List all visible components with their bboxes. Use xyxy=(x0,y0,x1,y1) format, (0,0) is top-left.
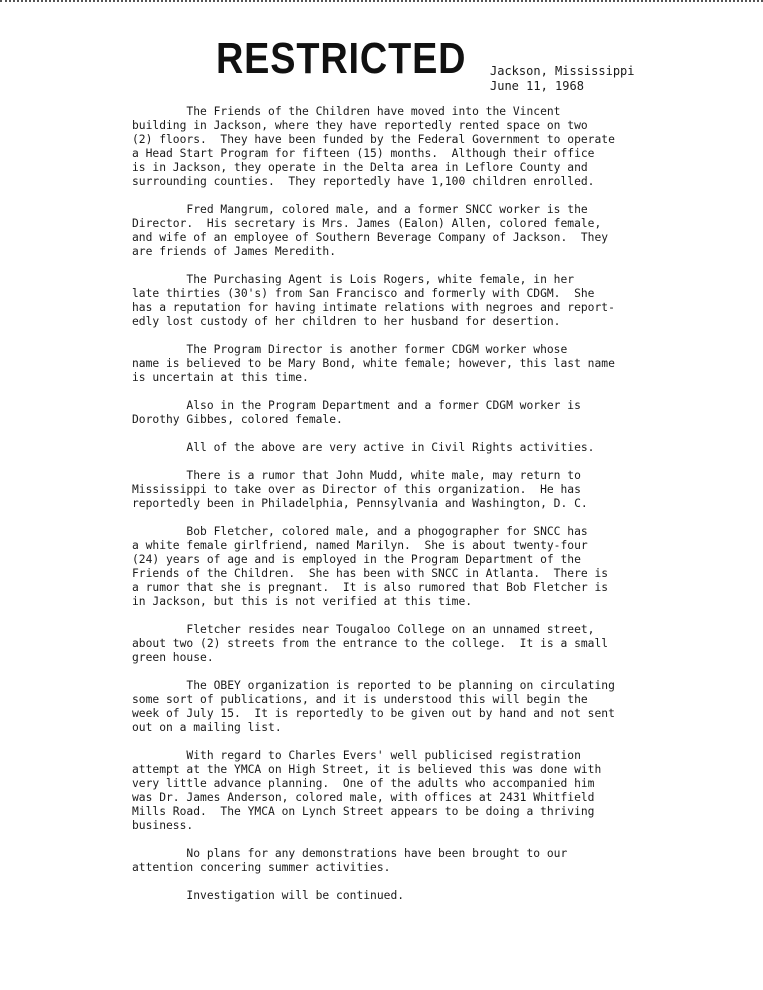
memo-paragraph xyxy=(132,847,652,875)
paragraph-line: Dorothy Gibbes, colored female. xyxy=(132,413,343,426)
paragraph-line: edly lost custody of her children to her husband for desertion. xyxy=(132,315,561,328)
paragraph-line: in Jackson, but this is not verified at this time. xyxy=(132,595,473,608)
paragraph-line: attempt at the YMCA on High Street, it is believed this was done with xyxy=(132,763,602,776)
memo-paragraph xyxy=(132,679,652,735)
memo-paragraph xyxy=(132,525,652,609)
paragraph-line: The Purchasing Agent is Lois Rogers, white female, in her xyxy=(132,273,575,286)
paragraph-line: Investigation will be continued. xyxy=(132,889,405,902)
paragraph-line: was Dr. James Anderson, colored male, with offices at 2431 Whitfield xyxy=(132,791,595,804)
date: June 11, 1968 xyxy=(490,79,584,93)
paragraph-line: about two (2) streets from the entrance to the college. It is a small xyxy=(132,637,609,650)
paragraph-line: There is a rumor that John Mudd, white male, may return to xyxy=(132,469,581,482)
paragraph-line: Fletcher resides near Tougaloo College on an unnamed street, xyxy=(132,623,595,636)
paragraph-line: The OBEY organization is reported to be planning on circulating xyxy=(132,679,615,692)
paragraph-line: attention concering summer activities. xyxy=(132,861,391,874)
paragraph-line: Mississippi to take over as Director of this organization. He has xyxy=(132,483,581,496)
paragraph-line: Also in the Program Department and a former CDGM worker is xyxy=(132,399,581,412)
paragraph-line: late thirties (30's) from San Francisco and formerly with CDGM. She xyxy=(132,287,595,300)
memo-paragraph xyxy=(132,749,652,833)
paragraph-line: All of the above are very active in Civil Rights activities. xyxy=(132,441,595,454)
paragraph-line: has a reputation for having intimate relations with negroes and report- xyxy=(132,301,615,314)
paragraph-line: business. xyxy=(132,819,194,832)
paragraph-line: name is believed to be Mary Bond, white female; however, this last name xyxy=(132,357,615,370)
paragraph-line: a rumor that she is pregnant. It is also rumored that Bob Fletcher is xyxy=(132,581,609,594)
paragraph-line: green house. xyxy=(132,651,214,664)
paragraph-line: a white female girlfriend, named Marilyn. She is about twenty-four xyxy=(132,539,588,552)
memo-paragraph xyxy=(132,623,652,665)
paragraph-line: surrounding counties. They reportedly have 1,100 children enrolled. xyxy=(132,175,595,188)
paragraph-line: are friends of James Meredith. xyxy=(132,245,337,258)
memo-paragraph xyxy=(132,469,652,511)
paragraph-line: very little advance planning. One of the adults who accompanied him xyxy=(132,777,595,790)
page-top-edge xyxy=(0,0,763,6)
memo-paragraph xyxy=(132,399,652,427)
memo-body xyxy=(132,105,652,917)
paragraph-line: is in Jackson, they operate in the Delta area in Leflore County and xyxy=(132,161,588,174)
dateline xyxy=(490,64,635,94)
paragraph-line: No plans for any demonstrations have been brought to our xyxy=(132,847,568,860)
paragraph-line: The Friends of the Children have moved into the Vincent xyxy=(132,105,561,118)
memo-paragraph xyxy=(132,273,652,329)
paragraph-line: week of July 15. It is reportedly to be given out by hand and not sent xyxy=(132,707,615,720)
memo-paragraph xyxy=(132,203,652,259)
paragraph-line: Bob Fletcher, colored male, and a phogographer for SNCC has xyxy=(132,525,588,538)
paragraph-line: Director. His secretary is Mrs. James (Ealon) Allen, colored female, xyxy=(132,217,602,230)
paragraph-line: The Program Director is another former CDGM worker whose xyxy=(132,343,568,356)
memo-paragraph xyxy=(132,889,652,903)
paragraph-line: a Head Start Program for fifteen (15) months. Although their office xyxy=(132,147,595,160)
location: Jackson, Mississippi xyxy=(490,64,635,78)
paragraph-line: Mills Road. The YMCA on Lynch Street appears to be doing a thriving xyxy=(132,805,595,818)
paragraph-line: building in Jackson, where they have reportedly rented space on two xyxy=(132,119,588,132)
memo-paragraph xyxy=(132,105,652,189)
paragraph-line: and wife of an employee of Southern Beverage Company of Jackson. They xyxy=(132,231,609,244)
paragraph-line: reportedly been in Philadelphia, Pennsylvania and Washington, D. C. xyxy=(132,497,588,510)
paragraph-line: Fred Mangrum, colored male, and a former SNCC worker is the xyxy=(132,203,588,216)
paragraph-line: some sort of publications, and it is understood this will begin the xyxy=(132,693,588,706)
memo-paragraph xyxy=(132,441,652,455)
paragraph-line: With regard to Charles Evers' well publicised registration xyxy=(132,749,581,762)
restricted-stamp: RESTRICTED xyxy=(216,34,467,83)
paragraph-line: is uncertain at this time. xyxy=(132,371,309,384)
memo-paragraph xyxy=(132,343,652,385)
paragraph-line: (24) years of age and is employed in the Program Department of the xyxy=(132,553,581,566)
paragraph-line: (2) floors. They have been funded by the Federal Government to operate xyxy=(132,133,615,146)
paragraph-line: Friends of the Children. She has been with SNCC in Atlanta. There is xyxy=(132,567,609,580)
paragraph-line: out on a mailing list. xyxy=(132,721,282,734)
